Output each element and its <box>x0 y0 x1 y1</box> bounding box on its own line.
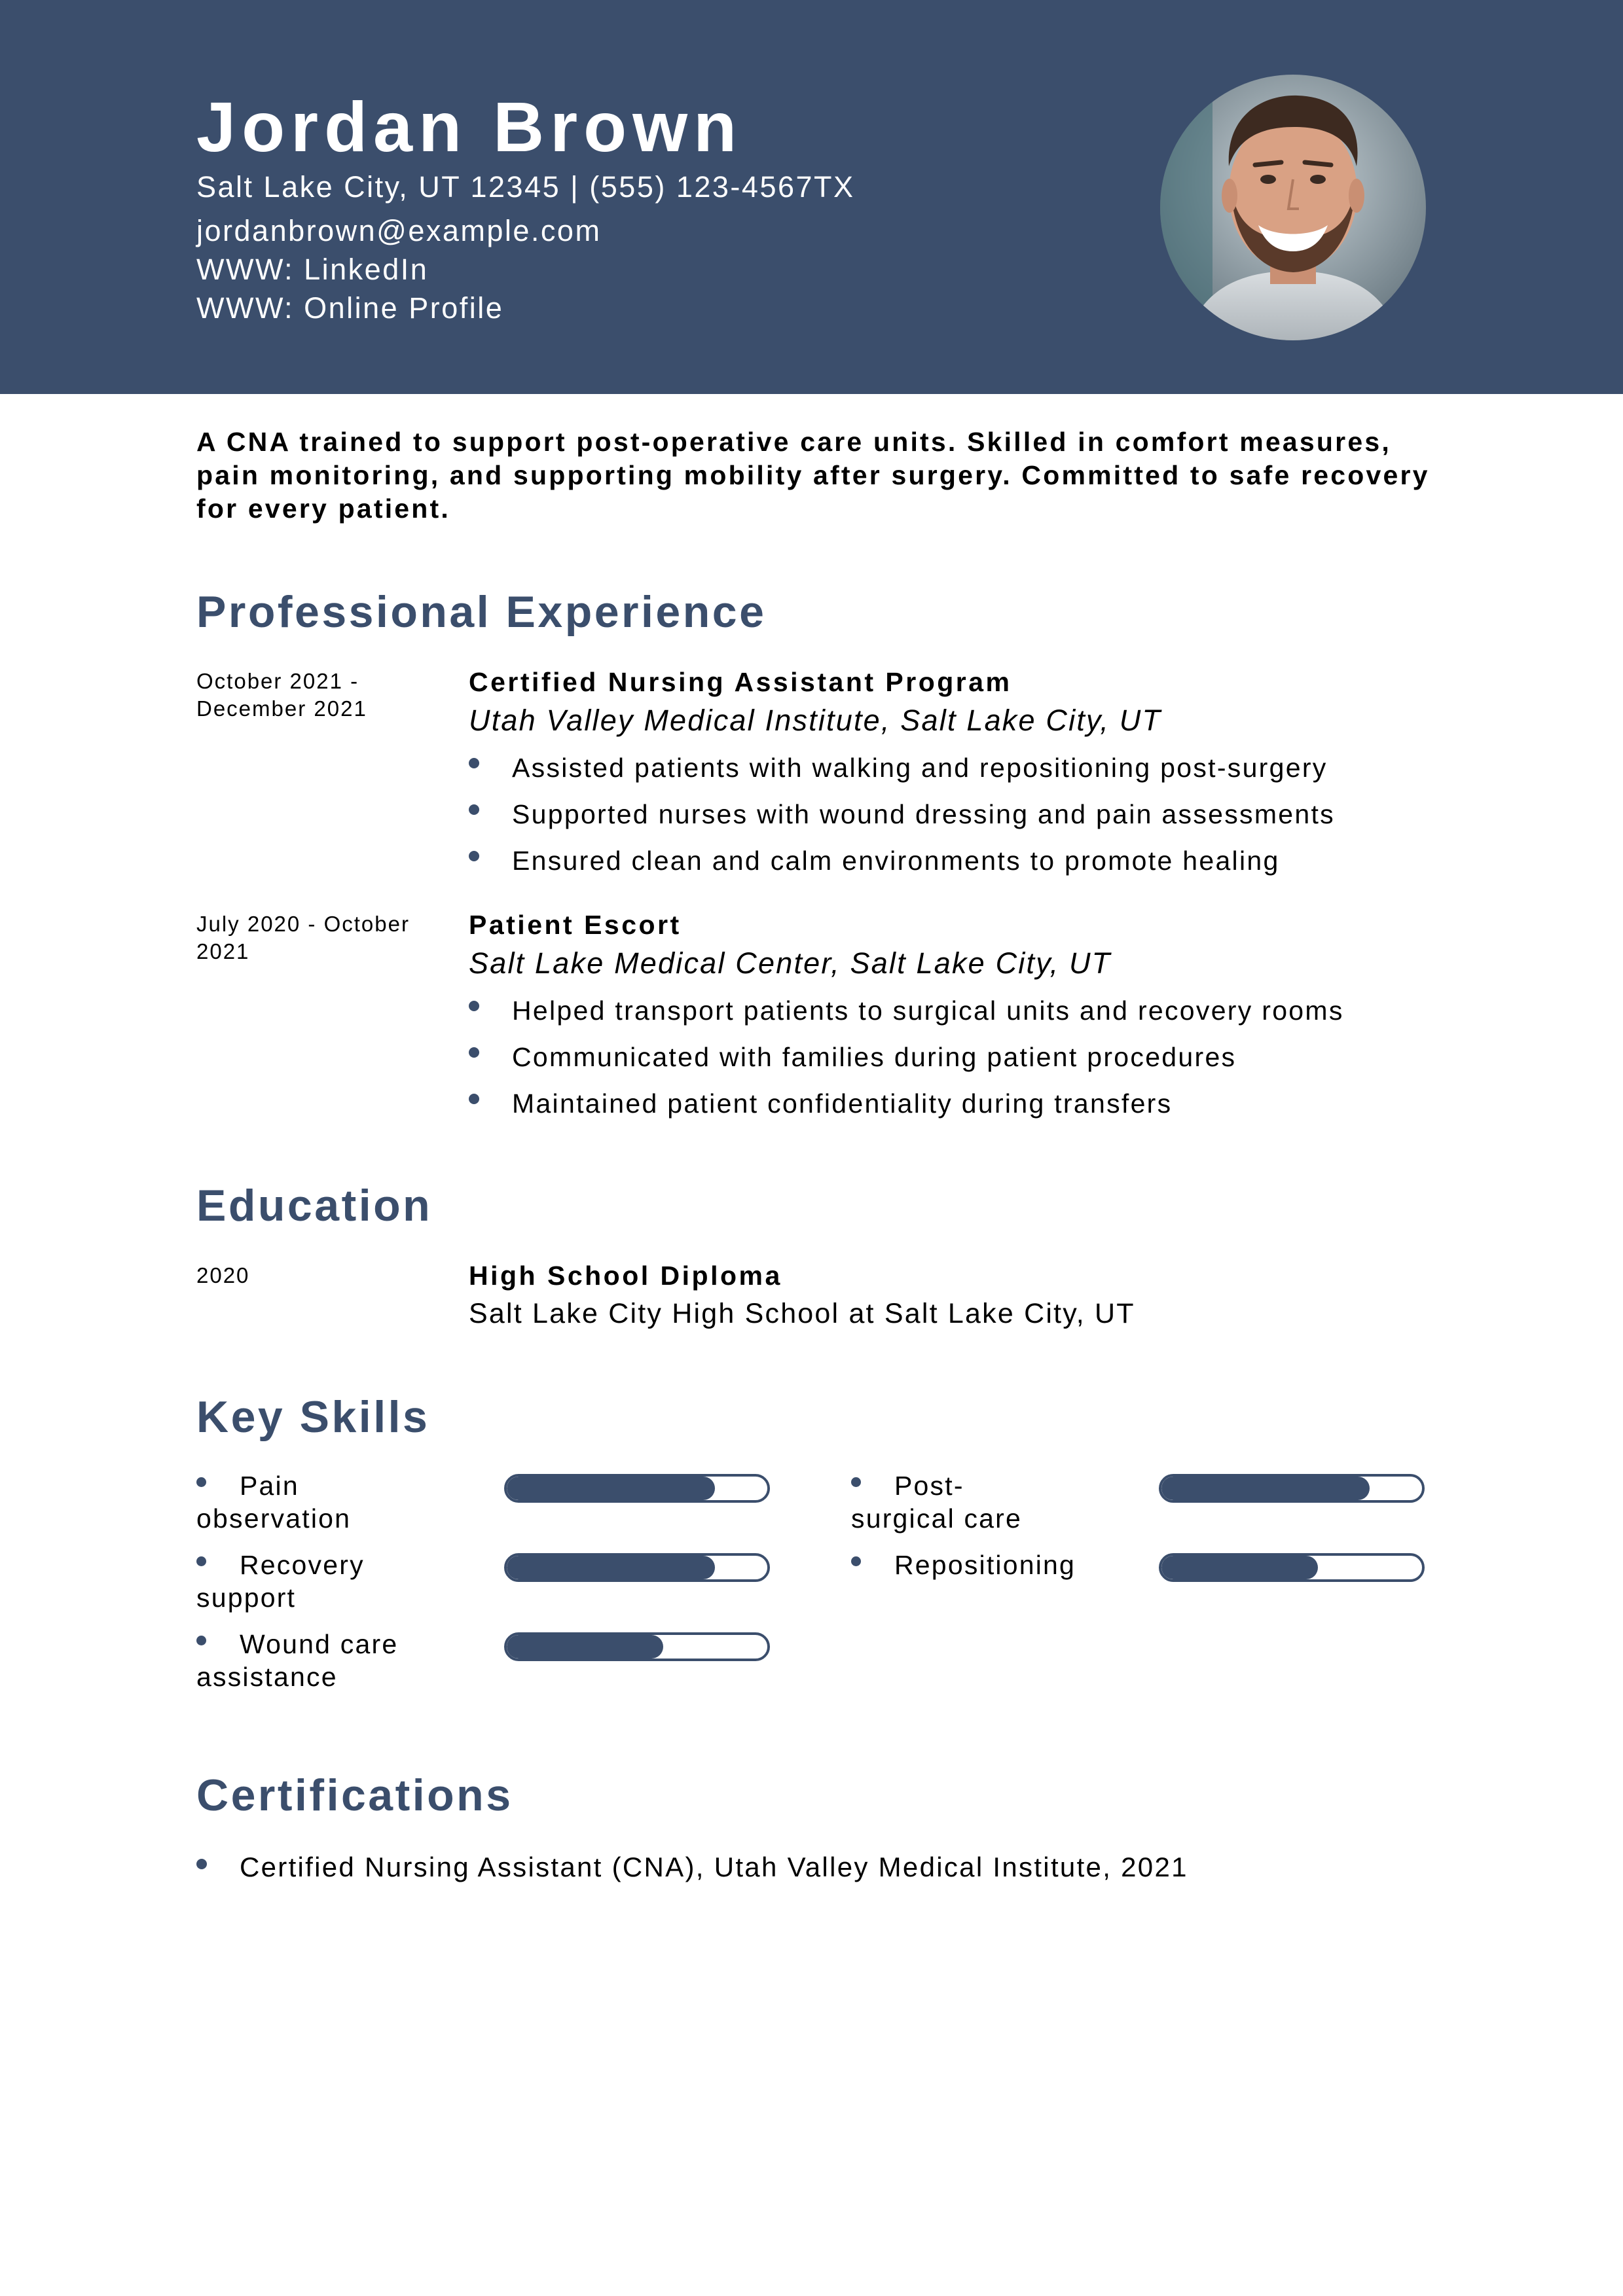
online-profile-link[interactable]: WWW: Online Profile <box>196 291 504 325</box>
job-bullet: Communicated with families during patient procedures <box>512 1042 1237 1072</box>
bullet-dot-icon <box>469 1001 479 1011</box>
job-bullet: Helped transport patients to surgical units and recovery rooms <box>512 996 1344 1026</box>
skill-label: Post-surgical care <box>851 1471 1023 1534</box>
skill-label: Recovery support <box>196 1550 365 1613</box>
skill-level-fill <box>507 1635 663 1659</box>
profile-photo <box>1160 75 1426 340</box>
email: jordanbrown@example.com <box>196 214 602 247</box>
skill-level-bar <box>1159 1553 1425 1582</box>
skill-level-bar <box>504 1553 770 1582</box>
bullet-dot-icon <box>469 1047 479 1058</box>
skill-level-bar <box>504 1632 770 1661</box>
skill-level-fill <box>507 1556 715 1579</box>
job-dates: July 2020 - October 2021 <box>196 912 410 963</box>
job-bullet: Maintained patient confidentiality during transfers <box>512 1088 1173 1119</box>
job-employer: Salt Lake Medical Center, Salt Lake City, UT <box>469 946 1112 980</box>
skill-level-fill <box>1161 1556 1318 1579</box>
skill-level-bar <box>504 1474 770 1503</box>
skill-label: Pain observation <box>196 1471 352 1534</box>
bullet-dot-icon <box>469 804 479 815</box>
job-employer: Utah Valley Medical Institute, Salt Lake City, UT <box>469 704 1162 737</box>
bullet-dot-icon <box>469 851 479 861</box>
bullet-dot-icon <box>469 1094 479 1104</box>
section-title-certifications: Certifications <box>196 1770 513 1820</box>
skill-label: Wound care assistance <box>196 1629 399 1692</box>
bullet-dot-icon <box>469 758 479 768</box>
job-bullet: Supported nurses with wound dressing and pain assessments <box>512 799 1335 829</box>
candidate-name: Jordan Brown <box>196 87 743 166</box>
job-title: Certified Nursing Assistant Program <box>469 667 1012 697</box>
address-phone: Salt Lake City, UT 12345 | (555) 123-4567TX <box>196 170 855 204</box>
bullet-dot-icon <box>196 1859 207 1869</box>
skill-label: Repositioning <box>894 1550 1076 1580</box>
education-degree: High School Diploma <box>469 1261 782 1291</box>
job-title: Patient Escort <box>469 910 682 940</box>
skill-level-fill <box>1161 1477 1370 1500</box>
professional-summary: A CNA trained to support post-operative care units. Skilled in comfort measures, pain monitoring, and supporting mobility after surgery. Committed to safe recovery for every patient. <box>196 427 1430 524</box>
job-bullet: Assisted patients with walking and repositioning post-surgery <box>512 753 1328 783</box>
skill-level-fill <box>507 1477 715 1500</box>
header-banner <box>0 0 1623 394</box>
job-bullet: Ensured clean and calm environments to promote healing <box>512 846 1280 876</box>
section-title-skills: Key Skills <box>196 1392 430 1442</box>
linkedin-link[interactable]: WWW: LinkedIn <box>196 253 429 286</box>
skill-level-bar <box>1159 1474 1425 1503</box>
certification-item: Certified Nursing Assistant (CNA), Utah Valley Medical Institute, 2021 <box>240 1852 1188 1882</box>
education-school: Salt Lake City High School at Salt Lake City, UT <box>469 1298 1135 1329</box>
section-title-experience: Professional Experience <box>196 587 767 637</box>
job-dates: October 2021 - December 2021 <box>196 669 367 721</box>
section-title-education: Education <box>196 1181 433 1230</box>
education-year: 2020 <box>196 1263 250 1287</box>
